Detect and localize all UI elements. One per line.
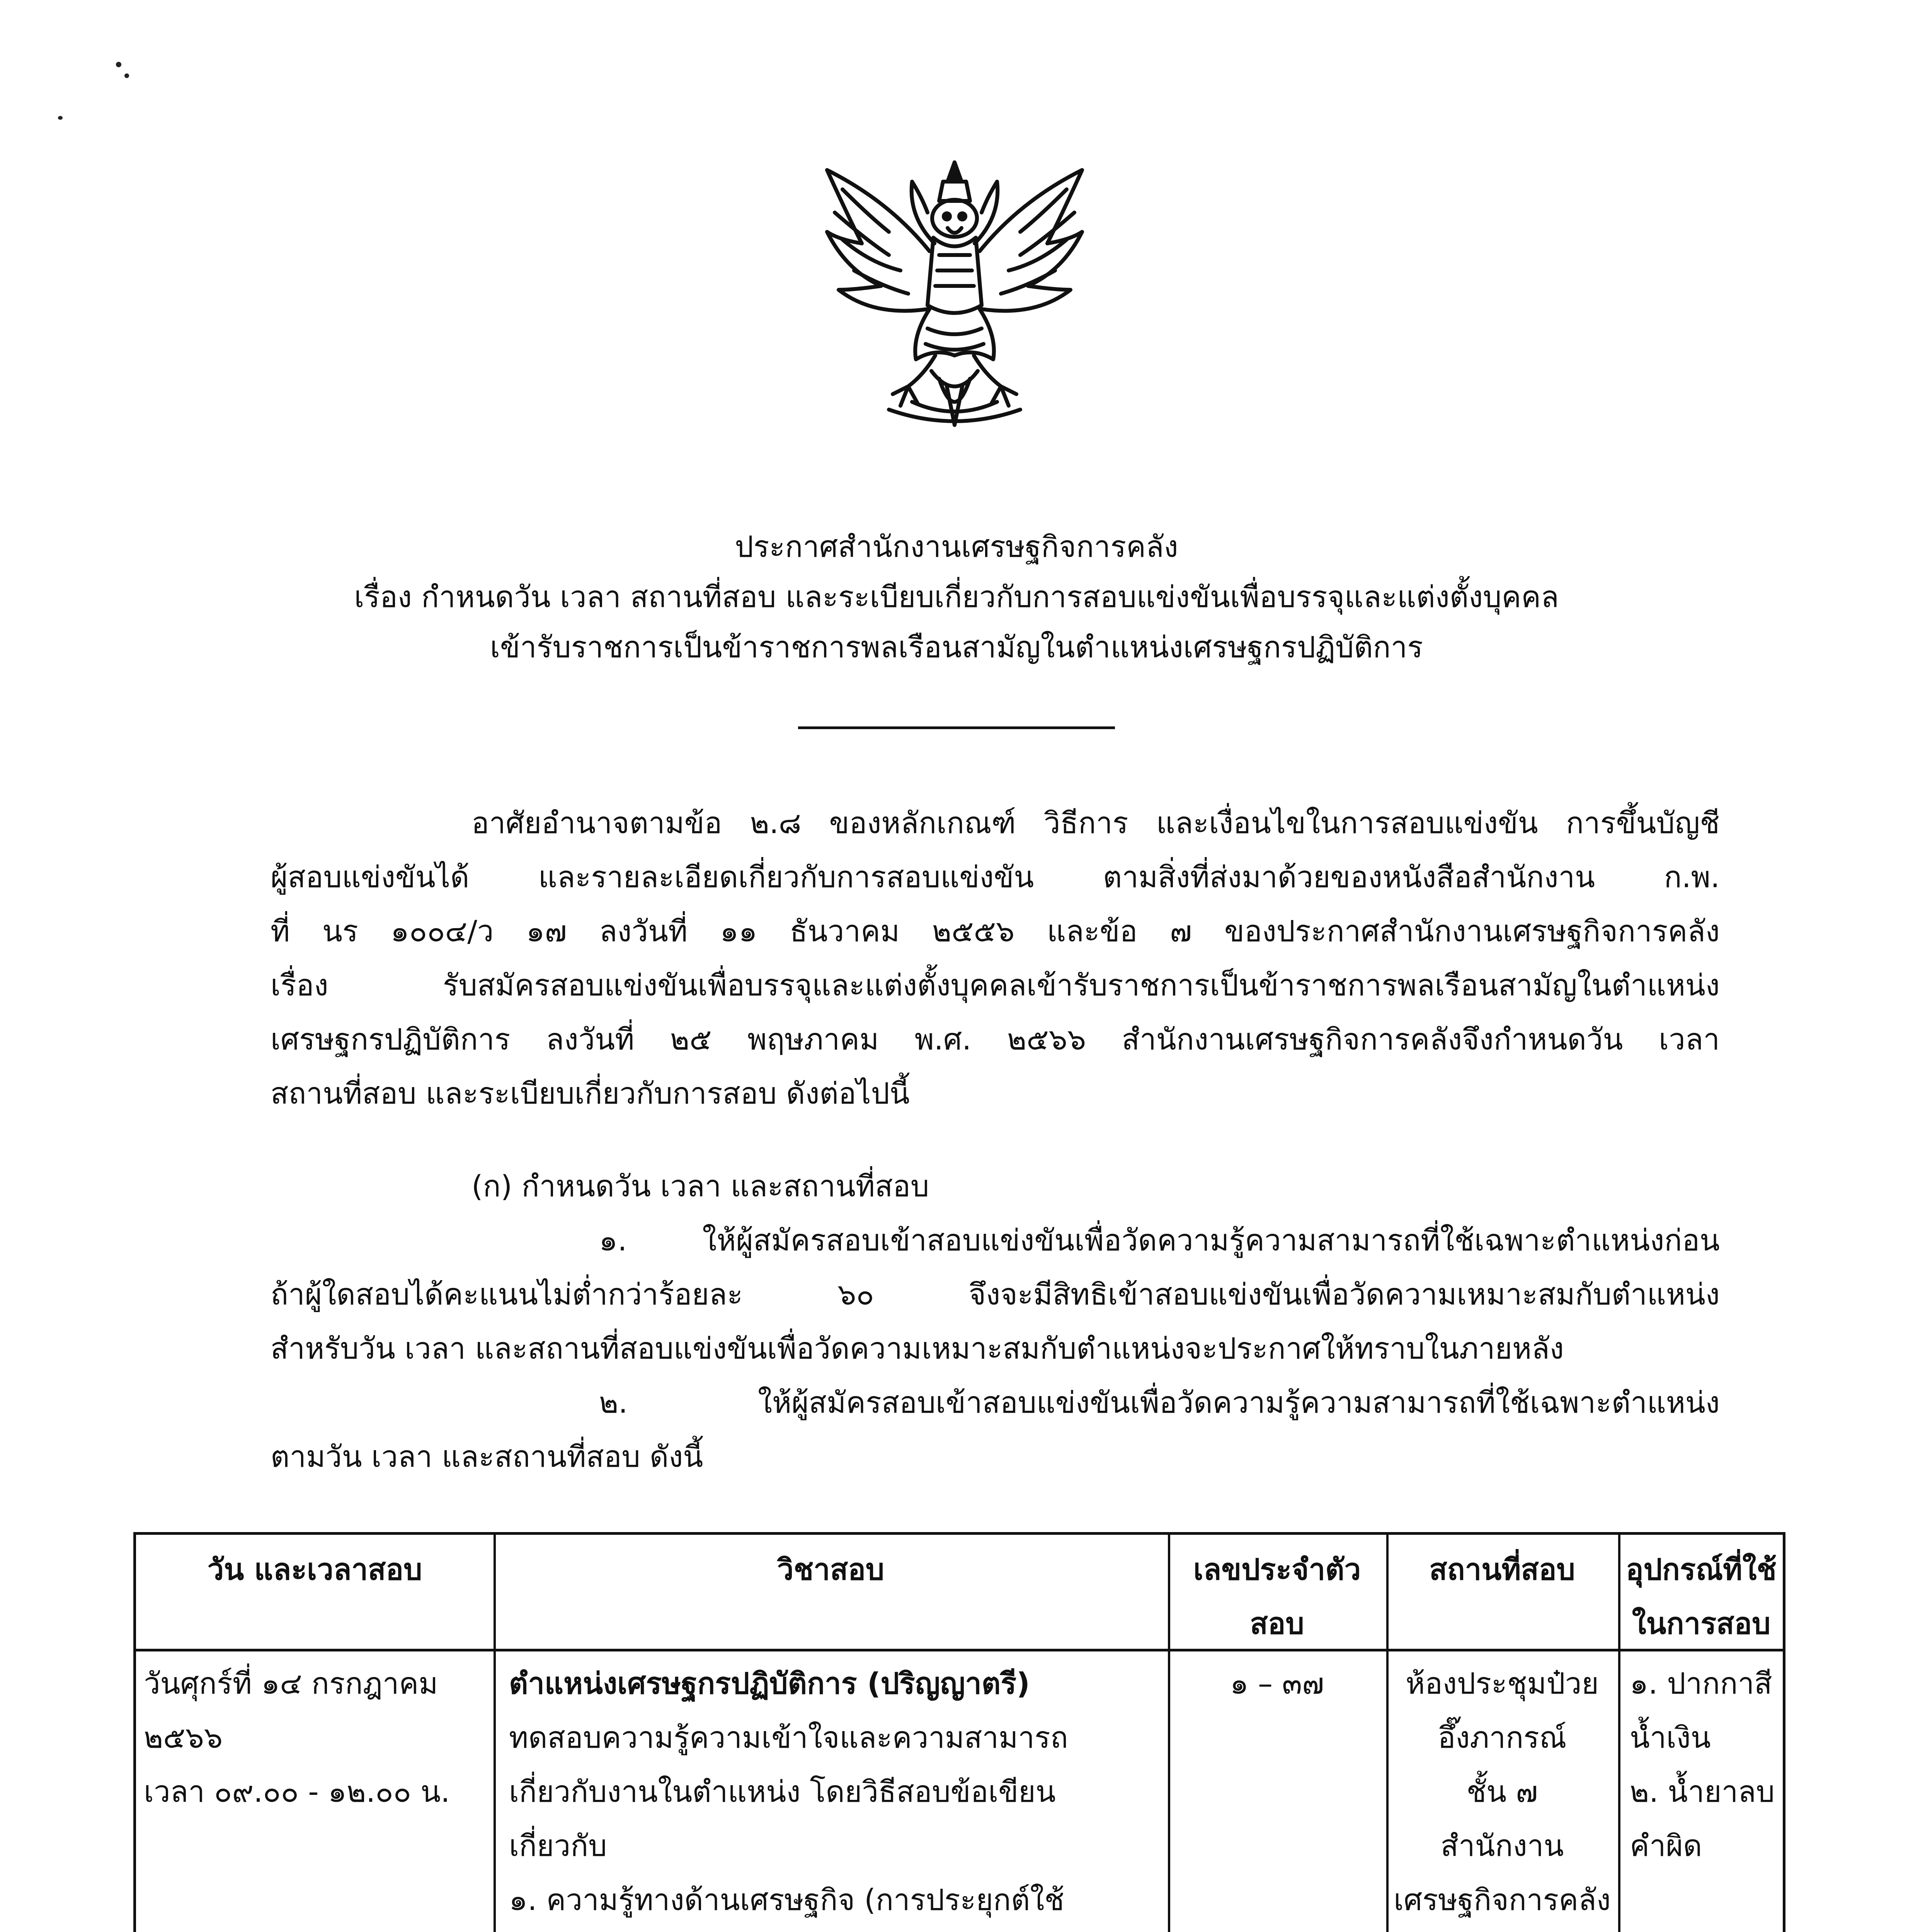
date-line: ๒๕๖๖ <box>144 1720 223 1755</box>
header-venue <box>1386 1543 1618 1597</box>
item-1-line: ถ้าผู้ใดสอบได้คะแนนไม่ต่ำกว่าร้อยละ ๖๐ จึงจะมีสิทธิเข้าสอบแข่งขันเพื่อวัดความเหมาะสมกับตำแหน่ง <box>271 1277 1720 1311</box>
header-equipment-label-1: อุปกรณ์ที่ใช้ <box>1625 1552 1777 1587</box>
announcement-subject-line-2: เข้ารับราชการเป็นข้าราชการพลเรือนสามัญในตำแหน่งเศรษฐกรปฏิบัติการ <box>490 630 1423 664</box>
venue-line: ชั้น ๗ <box>1466 1774 1538 1809</box>
header-subject <box>494 1543 1168 1597</box>
header-seat-number-label-2: สอบ <box>1250 1606 1304 1641</box>
announcement-subject-line-1: เรื่อง กำหนดวัน เวลา สถานที่สอบ และระเบียบเกี่ยวกับการสอบแข่งขันเพื่อบรรจุและแต่งตั้งบุคคล <box>354 580 1559 614</box>
table-header-divider <box>136 1649 1783 1651</box>
section-a-item-1 <box>271 1213 1720 1376</box>
subject-title: ตำแหน่งเศรษฐกรปฏิบัติการ (ปริญญาตรี) <box>509 1666 1030 1701</box>
cell-seat-range <box>1168 1656 1386 1711</box>
announcement-title: ประกาศสำนักงานเศรษฐกิจการคลัง <box>735 529 1178 564</box>
header-date-time-label: วัน และเวลาสอบ <box>207 1552 422 1587</box>
subject-intro-line: เกี่ยวกับงานในตำแหน่ง โดยวิธีสอบข้อเขียน <box>509 1774 1056 1809</box>
equipment-line: ๑. ปากกาสี <box>1630 1666 1772 1701</box>
header-seat-number-label-1: เลขประจำตัว <box>1193 1552 1361 1587</box>
venue-line: อึ๊งภากรณ์ <box>1438 1720 1567 1755</box>
item-1-line: ๑. ให้ผู้สมัครสอบเข้าสอบแข่งขันเพื่อวัดความรู้ความสามารถที่ใช้เฉพาะตำแหน่งก่อน <box>599 1223 1720 1257</box>
header-venue-label: สถานที่สอบ <box>1429 1552 1575 1587</box>
section-a-heading: (ก) กำหนดวัน เวลา และสถานที่สอบ <box>471 1169 929 1203</box>
heading-divider <box>798 726 1115 729</box>
subject-intro-line: เกี่ยวกับ <box>509 1828 607 1863</box>
header-date-time <box>136 1543 494 1597</box>
exam-schedule-table <box>133 1532 1785 1932</box>
venue-line: สำนักงาน <box>1440 1828 1564 1863</box>
cell-subject <box>509 1656 1162 1932</box>
cell-date-time <box>144 1656 490 1819</box>
intro-line: สถานที่สอบ และระเบียบเกี่ยวกับการสอบ ดังต่อไปนี้ <box>271 1076 910 1111</box>
subject-intro-line: ทดสอบความรู้ความเข้าใจและความสามารถ <box>509 1720 1068 1755</box>
intro-line: เศรษฐกรปฏิบัติการ ลงวันที่ ๒๕ พฤษภาคม พ.ศ. ๒๕๖๖ สำนักงานเศรษฐกิจการคลังจึงกำหนดวัน เวลา <box>271 1022 1720 1056</box>
item-2-line: ตามวัน เวลา และสถานที่สอบ ดังนี้ <box>271 1439 703 1474</box>
announcement-heading <box>155 522 1758 672</box>
cell-venue <box>1386 1656 1618 1927</box>
equipment-line: คำผิด <box>1630 1828 1702 1863</box>
venue-line: เศรษฐกิจการคลัง <box>1394 1883 1611 1917</box>
topic-1-line <box>509 1927 1162 1932</box>
intro-line: ผู้สอบแข่งขันได้ และรายละเอียดเกี่ยวกับการสอบแข่งขัน ตามสิ่งที่ส่งมาด้วยของหนังสือสำนักงาน ก.พ. <box>271 860 1720 894</box>
section-a-item-2 <box>271 1376 1720 1484</box>
intro-line: เรื่อง รับสมัครสอบแข่งขันเพื่อบรรจุและแต่งตั้งบุคคลเข้ารับราชการเป็นข้าราชการพลเรือนสามัญในตำแหน่ง <box>271 968 1720 1002</box>
equipment-line: ๒. น้ำยาลบ <box>1630 1774 1775 1809</box>
item-1-line: สำหรับวัน เวลา และสถานที่สอบแข่งขันเพื่อวัดความเหมาะสมกับตำแหน่งจะประกาศให้ทราบในภายหลัง <box>271 1331 1564 1366</box>
header-equipment <box>1618 1543 1784 1651</box>
seat-range: ๑ – ๓๗ <box>1230 1666 1324 1701</box>
scan-speck <box>58 116 63 120</box>
scan-speck <box>116 62 121 67</box>
header-equipment-label-2: ในการสอบ <box>1632 1606 1771 1641</box>
item-2-line: ๒. ให้ผู้สมัครสอบเข้าสอบแข่งขันเพื่อวัดความรู้ความสามารถที่ใช้เฉพาะตำแหน่ง <box>599 1385 1720 1420</box>
intro-paragraph <box>271 796 1720 1121</box>
intro-line: อาศัยอำนาจตามข้อ ๒.๘ ของหลักเกณฑ์ วิธีการ และเงื่อนไขในการสอบแข่งขัน การขึ้นบัญชี <box>471 806 1720 840</box>
venue-line: ห้องประชุมป๋วย <box>1406 1666 1599 1701</box>
equipment-line: น้ำเงิน <box>1630 1720 1711 1755</box>
garuda-emblem-icon <box>812 155 1098 433</box>
cell-equipment <box>1630 1656 1784 1873</box>
time-line: เวลา ๐๙.๐๐ - ๑๒.๐๐ น. <box>144 1774 450 1809</box>
date-line: วันศุกร์ที่ ๑๔ กรกฎาคม <box>144 1666 438 1701</box>
scan-speck <box>124 73 129 78</box>
topic-1-line: ๑. ความรู้ทางด้านเศรษฐกิจ (การประยุกต์ใช้ <box>509 1883 1064 1917</box>
header-seat-number <box>1168 1543 1386 1651</box>
header-subject-label: วิชาสอบ <box>777 1552 885 1587</box>
intro-line: ที่ นร ๑๐๐๔/ว ๑๗ ลงวันที่ ๑๑ ธันวาคม ๒๕๕๖ และข้อ ๗ ของประกาศสำนักงานเศรษฐกิจการคลัง <box>271 914 1720 948</box>
